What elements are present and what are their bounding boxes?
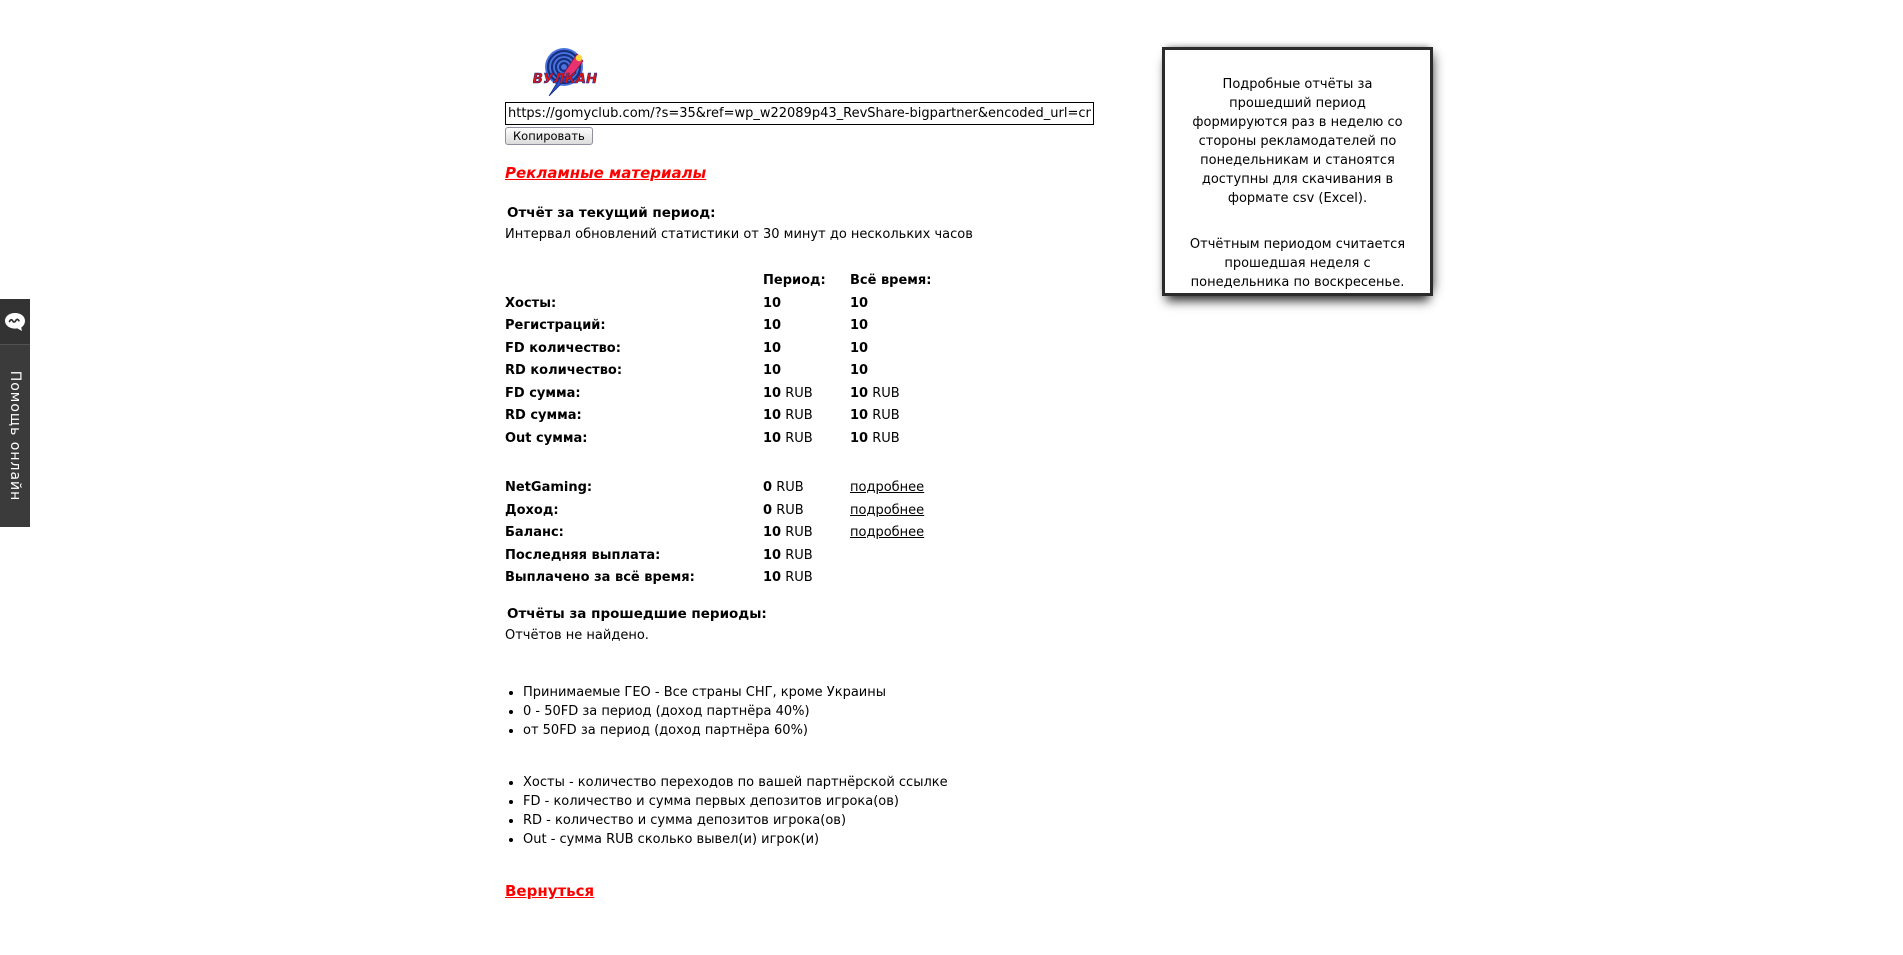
finance-link-cell <box>850 567 985 590</box>
current-report-title: Отчёт за текущий период: <box>507 205 716 221</box>
finance-value: 10 RUB <box>763 525 813 540</box>
stat-period-value: 10 <box>763 363 782 378</box>
note-item: • RD - количество и сумма депозитов игрока(ов) <box>523 811 948 830</box>
note-item: • FD - количество и сумма первых депозитов игрока(ов) <box>523 792 948 811</box>
stats-table <box>505 270 985 450</box>
chat-label-wrap <box>0 345 30 527</box>
stat-row-label: Хосты: <box>505 295 557 311</box>
stat-alltime-value: 10 RUB <box>850 408 900 423</box>
svg-text:ВУЛКАН: ВУЛКАН <box>533 71 597 87</box>
back-link[interactable]: Вернуться <box>505 882 595 900</box>
stat-period-value: 10 <box>763 318 782 333</box>
stat-alltime-value: 10 RUB <box>850 430 900 446</box>
finance-row-label: Доход: <box>505 502 559 518</box>
stats-corner-cell <box>505 270 763 293</box>
finance-link-cell <box>850 477 985 500</box>
reports-info-box <box>1162 47 1433 296</box>
details-link[interactable]: подробнее <box>850 480 925 495</box>
referral-url-input[interactable] <box>505 102 1094 125</box>
column-header-alltime: Всё время: <box>850 273 932 288</box>
stat-period-value: 10 RUB <box>763 385 813 401</box>
finance-value: 10 RUB <box>763 547 813 563</box>
metric-definitions-notes <box>505 773 948 849</box>
finance-link-cell <box>850 522 985 545</box>
copy-button[interactable]: Копировать <box>505 127 593 145</box>
finance-row-label: Баланс: <box>505 525 564 540</box>
info-paragraph-1: Подробные отчёты за прошедший период формируются раз в неделю со стороны рекламодателей по понедельникам и станоятся доступны для скачивания в формате csv (Excel). <box>1192 77 1403 206</box>
stat-alltime-value: 10 <box>850 340 869 356</box>
details-link[interactable]: подробнее <box>850 525 925 540</box>
finance-row-label: Последняя выплата: <box>505 547 661 563</box>
column-header-period: Период: <box>763 273 826 288</box>
stat-row-label: Регистраций: <box>505 318 606 333</box>
stat-period-value: 10 RUB <box>763 408 813 423</box>
stat-alltime-value: 10 RUB <box>850 385 900 401</box>
stat-period-value: 10 <box>763 295 782 311</box>
stat-row-label: RD сумма: <box>505 408 582 423</box>
note-item: • Хосты - количество переходов по вашей партнёрской ссылке <box>523 773 948 792</box>
stat-alltime-value: 10 <box>850 363 869 378</box>
note-item: • Принимаемые ГЕО - Все страны СНГ, кроме Украины <box>523 683 886 702</box>
stat-row-label: FD количество: <box>505 340 621 356</box>
past-reports-title: Отчёты за прошедшие периоды: <box>507 606 767 622</box>
chat-bubble-icon <box>4 312 26 332</box>
finance-table <box>505 477 985 590</box>
note-item: • 0 - 50FD за период (доход партнёра 40%) <box>523 702 886 721</box>
stat-alltime-value: 10 <box>850 295 869 311</box>
finance-row-label: NetGaming: <box>505 480 593 495</box>
finance-value: 10 RUB <box>763 570 813 585</box>
info-paragraph-2: Отчётным периодом считается прошедшая неделя с понедельника по воскресенье. <box>1189 237 1406 290</box>
vulkan-casino-logo <box>533 46 597 96</box>
stat-period-value: 10 <box>763 340 782 356</box>
stat-row-label: RD количество: <box>505 363 623 378</box>
online-help-chat-tab[interactable] <box>0 299 30 527</box>
finance-value: 0 RUB <box>763 502 804 518</box>
note-item: • Out - сумма RUB сколько вывел(и) игрок(и) <box>523 830 948 849</box>
chat-tab-label: Помощь онлайн <box>7 370 23 502</box>
stat-row-label: FD сумма: <box>505 385 581 401</box>
note-item: • от 50FD за период (доход партнёра 60%) <box>523 721 886 740</box>
finance-link-cell <box>850 545 985 568</box>
vulkan-logo-graphic <box>533 46 597 96</box>
past-reports-empty-message: Отчётов не найдено. <box>505 628 649 643</box>
update-interval-note: Интервал обновлений статистики от 30 минут до нескольких часов <box>505 227 973 242</box>
finance-value: 0 RUB <box>763 480 804 495</box>
advertising-materials-link[interactable]: Рекламные материалы <box>505 164 707 182</box>
finance-row-label: Выплачено за всё время: <box>505 570 695 585</box>
geo-and-revshare-notes <box>505 683 886 740</box>
stat-period-value: 10 RUB <box>763 430 813 446</box>
chat-icon-box <box>0 299 30 345</box>
stat-row-label: Out сумма: <box>505 430 588 446</box>
finance-link-cell <box>850 500 985 523</box>
stat-alltime-value: 10 <box>850 318 869 333</box>
details-link[interactable]: подробнее <box>850 502 925 518</box>
